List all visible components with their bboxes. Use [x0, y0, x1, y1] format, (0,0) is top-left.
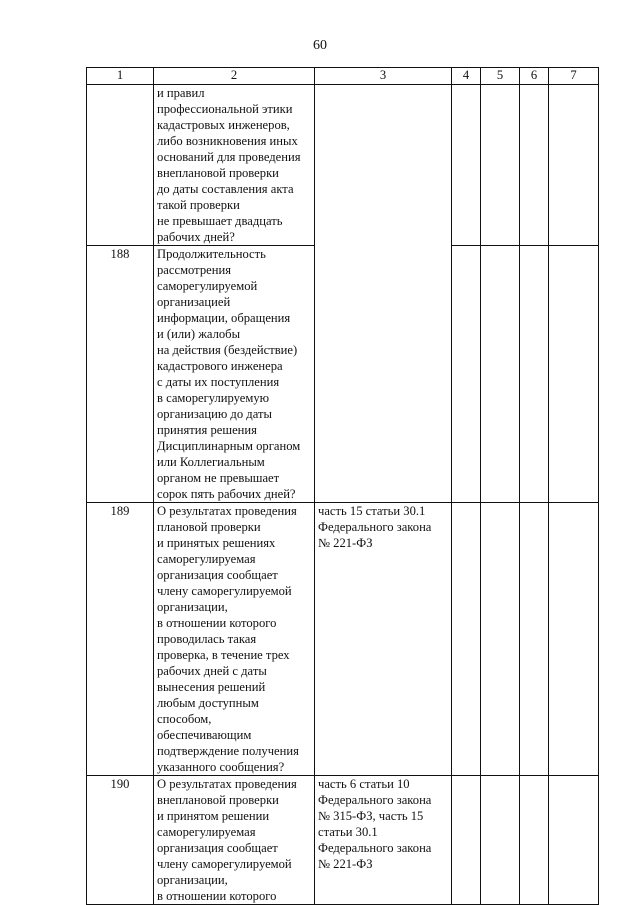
cell-line: О результатах проведения	[157, 504, 297, 518]
cell-line: не превышает двадцать	[157, 214, 283, 228]
header-col-3: 3	[315, 68, 452, 85]
cell-line: принятия решения	[157, 423, 257, 437]
cell-line: плановой проверки	[157, 520, 261, 534]
cell-line: информации, обращения	[157, 311, 291, 325]
cell-line: кадастровых инженеров,	[157, 118, 290, 132]
cell-line: Продолжительность	[157, 247, 266, 261]
cell-line: способом,	[157, 712, 212, 726]
checklist-table	[86, 67, 599, 905]
header-col-5: 5	[481, 68, 520, 85]
answer-cell	[481, 503, 520, 776]
table-header-row	[87, 68, 599, 85]
cell-line: и (или) жалобы	[157, 327, 241, 341]
answer-cell	[481, 85, 520, 246]
row-number	[87, 85, 154, 246]
cell-line: профессиональной этики	[157, 102, 293, 116]
header-col-7: 7	[549, 68, 599, 85]
header-col-4: 4	[452, 68, 481, 85]
answer-cell	[549, 503, 599, 776]
cell-line: организации,	[157, 600, 228, 614]
cell-line: саморегулируемая	[157, 552, 256, 566]
answer-cell	[452, 246, 481, 503]
answer-cell	[452, 776, 481, 905]
cell-line: вынесения решений	[157, 680, 266, 694]
cell-line: сорок пять рабочих дней?	[157, 487, 296, 501]
cell-line: организации,	[157, 873, 228, 887]
question-cell	[154, 503, 315, 776]
cell-line: члену саморегулируемой	[157, 857, 292, 871]
cell-line: организацией	[157, 295, 231, 309]
question-cell	[154, 85, 315, 246]
cell-line: внеплановой проверки	[157, 793, 279, 807]
cell-line: до даты составления акта	[157, 182, 294, 196]
cell-line: Дисциплинарным органом	[157, 439, 301, 453]
cell-line: № 315-ФЗ, часть 15	[318, 809, 424, 823]
header-col-6: 6	[520, 68, 549, 85]
reference-cell	[315, 776, 452, 905]
cell-line: О результатах проведения	[157, 777, 297, 791]
cell-line: и правил	[157, 86, 205, 100]
header-col-1: 1	[87, 68, 154, 85]
reference-cell	[315, 503, 452, 776]
table-row	[87, 503, 599, 776]
table-row	[87, 85, 599, 246]
cell-line: саморегулируемой	[157, 279, 258, 293]
answer-cell	[549, 776, 599, 905]
cell-line: кадастрового инженера	[157, 359, 283, 373]
cell-line: саморегулируемая	[157, 825, 256, 839]
cell-line: рабочих дней с даты	[157, 664, 267, 678]
row-number: 188	[87, 246, 154, 503]
cell-line: проводилась такая	[157, 632, 257, 646]
cell-line: указанного сообщения?	[157, 760, 285, 774]
cell-line: Федерального закона	[318, 841, 432, 855]
cell-line: № 221-ФЗ	[318, 536, 373, 550]
answer-cell	[520, 85, 549, 246]
cell-line: в отношении которого	[157, 889, 277, 903]
cell-line: с даты их поступления	[157, 375, 280, 389]
cell-line: проверка, в течение трех	[157, 648, 290, 662]
cell-line: оснований для проведения	[157, 150, 301, 164]
cell-line: Федерального закона	[318, 520, 432, 534]
page-number: 60	[313, 38, 327, 53]
cell-line: на действия (бездействие)	[157, 343, 298, 357]
header-col-2: 2	[154, 68, 315, 85]
cell-line: органом не превышает	[157, 471, 280, 485]
answer-cell	[452, 85, 481, 246]
answer-cell	[549, 246, 599, 503]
cell-line: в отношении которого	[157, 616, 277, 630]
cell-line: и принятых решениях	[157, 536, 276, 550]
cell-line: любым доступным	[157, 696, 259, 710]
answer-cell	[481, 246, 520, 503]
table-row	[87, 776, 599, 905]
cell-line: № 221-ФЗ	[318, 857, 373, 871]
cell-line: внеплановой проверки	[157, 166, 279, 180]
answer-cell	[520, 776, 549, 905]
cell-line: или Коллегиальным	[157, 455, 265, 469]
cell-line: такой проверки	[157, 198, 240, 212]
cell-line: в саморегулируемую	[157, 391, 270, 405]
row-number: 190	[87, 776, 154, 905]
question-cell	[154, 776, 315, 905]
cell-line: организация сообщает	[157, 568, 278, 582]
question-cell	[154, 246, 315, 503]
answer-cell	[481, 776, 520, 905]
cell-line: члену саморегулируемой	[157, 584, 292, 598]
cell-line: рассмотрения	[157, 263, 231, 277]
cell-line: рабочих дней?	[157, 230, 235, 244]
row-number: 189	[87, 503, 154, 776]
cell-line: Федерального закона	[318, 793, 432, 807]
cell-line: организацию до даты	[157, 407, 272, 421]
answer-cell	[520, 503, 549, 776]
cell-line: организация сообщает	[157, 841, 278, 855]
cell-line: часть 6 статьи 10	[318, 777, 410, 791]
cell-line: часть 15 статьи 30.1	[318, 504, 426, 518]
answer-cell	[452, 503, 481, 776]
cell-line: и принятом решении	[157, 809, 270, 823]
cell-line: статьи 30.1	[318, 825, 378, 839]
cell-line: подтверждение получения	[157, 744, 299, 758]
answer-cell	[520, 246, 549, 503]
answer-cell	[549, 85, 599, 246]
reference-cell	[315, 85, 452, 503]
cell-line: либо возникновения иных	[157, 134, 298, 148]
cell-line: обеспечивающим	[157, 728, 252, 742]
